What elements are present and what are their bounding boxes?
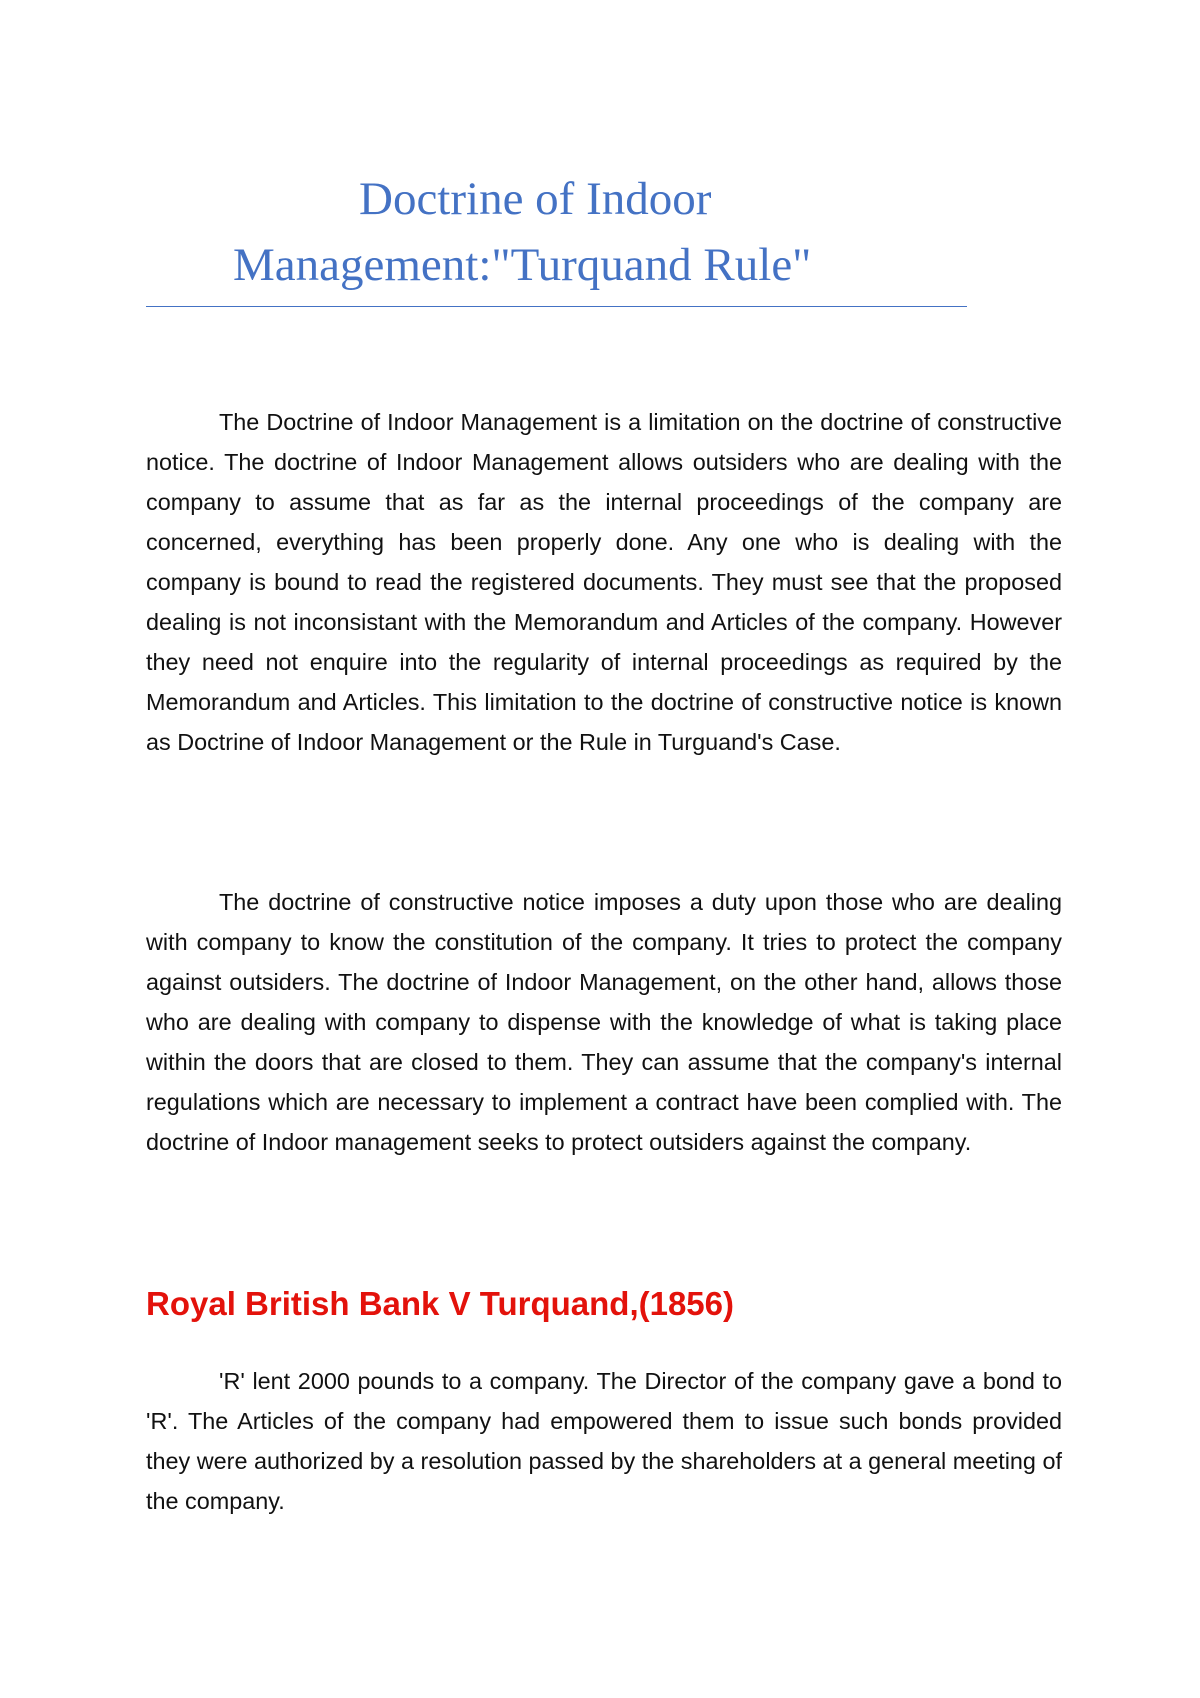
title-line-2: Management:"Turquand Rule" bbox=[233, 239, 812, 291]
paragraph-constructive-notice: The doctrine of constructive notice imposes a duty upon those who are dealing with company to know the constitution of the company. It tries to protect the company against outsiders. The doctrine of Indoor Management, on the other hand, allows those who are dealing with company to dispense with the knowledge of what is taking place within the doors that are closed to them. They can assume that the company's internal regulations which are necessary to implement a contract have been complied with. The doctrine of Indoor management seeks to protect outsiders against the company. bbox=[146, 889, 1062, 1155]
paragraph-case-facts: 'R' lent 2000 pounds to a company. The Director of the company gave a bond to 'R'. The Articles of the company had empowered them to issue such bonds provided they were authorized by a resolution passed by the shareholders at a general meeting of the company. bbox=[146, 1368, 1062, 1514]
document-title bbox=[146, 162, 967, 307]
title-line-1: Doctrine of Indoor bbox=[359, 173, 712, 225]
case-heading: Royal British Bank V Turquand,(1856) bbox=[146, 1285, 735, 1322]
paragraph-indoor-management: The Doctrine of Indoor Management is a limitation on the doctrine of constructive notice. The doctrine of Indoor Management allows outsiders who are dealing with the company to assume that as far as the internal proceedings of the company are concerned, everything has been properly done. Any one who is dealing with the company is bound to read the registered documents. They must see that the proposed dealing is not inconsistant with the Memorandum and Articles of the company. However they need not enquire into the regularity of internal proceedings as required by the Memorandum and Articles. This limitation to the doctrine of constructive notice is known as Doctrine of Indoor Management or the Rule in Turguand's Case. bbox=[146, 409, 1062, 755]
